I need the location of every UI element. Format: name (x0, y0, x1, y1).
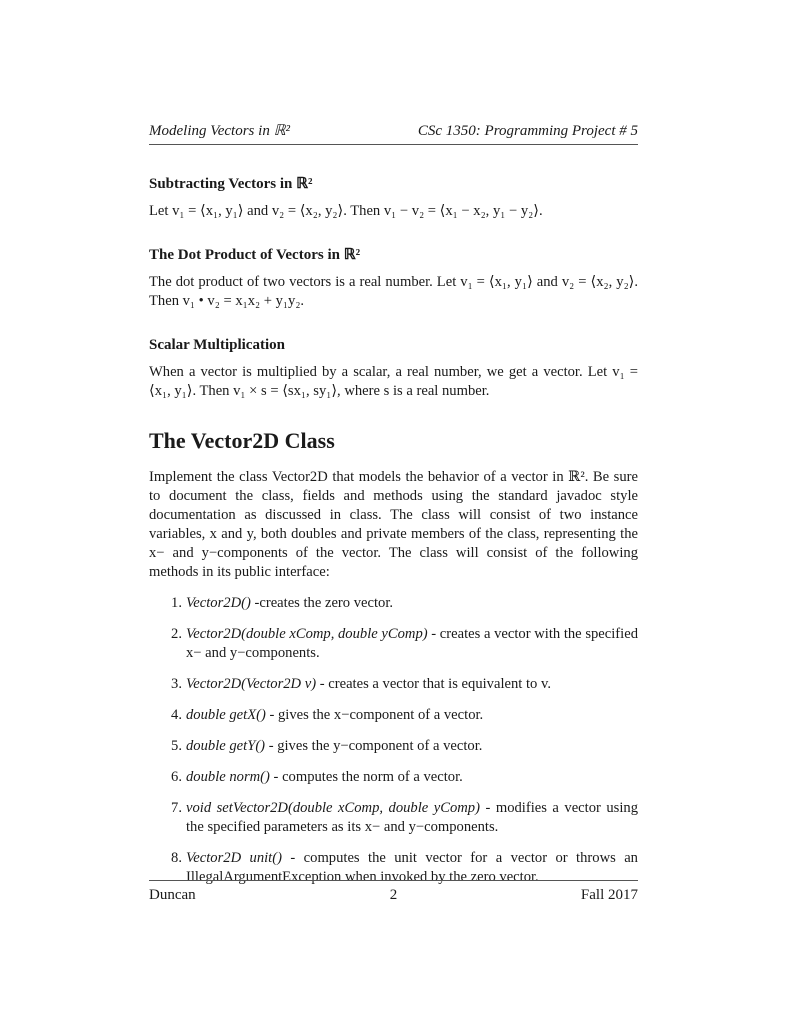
running-header (149, 122, 638, 145)
header-right: CSc 1350: Programming Project # 5 (417, 123, 638, 139)
method-signature: Vector2D() (186, 595, 251, 611)
list-item (149, 706, 638, 725)
method-signature: double norm() (186, 769, 270, 785)
method-description: -creates the zero vector. (250, 595, 394, 611)
dot-product-heading: The Dot Product of Vectors in ℝ² (149, 247, 361, 263)
page-footer (149, 880, 638, 904)
list-item (149, 675, 638, 694)
item-number: 2. (171, 626, 182, 642)
item-number: 1. (171, 595, 182, 611)
item-number: 3. (171, 676, 182, 692)
list-item (149, 768, 638, 787)
item-number: 5. (171, 738, 182, 754)
scalar-text: When a vector is multiplied by a scalar, a real number, we get a vector. Let v₁ = ⟨x₁, y₁⟩. Then v₁ × s = ⟨sx₁, sy₁⟩, where s is a real number. (149, 364, 638, 399)
item-number: 4. (171, 707, 182, 723)
item-number: 6. (171, 769, 182, 785)
method-description: - computes the norm of a vector. (269, 769, 463, 785)
dot-product-text: The dot product of two vectors is a real number. Let v₁ = ⟨x₁, y₁⟩ and v₂ = ⟨x₂, y₂⟩. Then v₁ • v₂ = x₁x₂ + y₁y₂. (149, 274, 638, 309)
list-item (149, 594, 638, 613)
subtract-heading: Subtracting Vectors in ℝ² (149, 176, 313, 192)
method-signature: double getY() (186, 738, 266, 754)
header-left: Modeling Vectors in ℝ² (149, 123, 290, 139)
scalar-heading: Scalar Multiplication (149, 337, 285, 353)
method-signature: double getX() (186, 707, 266, 723)
method-description: - creates a vector with the specified x− and y−components. (186, 626, 638, 661)
method-description: - creates a vector that is equivalent to v. (316, 676, 551, 692)
method-signature: void setVector2D(double xComp, double yComp) (186, 800, 480, 816)
list-item (149, 737, 638, 756)
method-description: - gives the y−component of a vector. (265, 738, 483, 754)
vector2d-heading: The Vector2D Class (149, 428, 335, 453)
item-number: 7. (171, 800, 182, 816)
footer-term: Fall 2017 (580, 887, 638, 903)
method-signature: Vector2D(Vector2D v) (186, 676, 317, 692)
method-signature: Vector2D(double xComp, double yComp) (186, 626, 428, 642)
item-number: 8. (171, 850, 182, 866)
page-number: 2 (389, 887, 398, 903)
method-signature: Vector2D unit() (186, 850, 282, 866)
vector2d-intro: Implement the class Vector2D that models the behavior of a vector in ℝ². Be sure to document the class, fields and methods using the standard javadoc style documentation as discussed in class. The class will consist of two instance variables, x and y, both doubles and private members of the class, representing the x− and y−components of the vector. The class will consist of the following methods in its public interface: (149, 469, 638, 580)
method-description: - computes the unit vector for a vector or throws an IllegalArgumentException when invoked by the zero vector. (186, 850, 638, 885)
method-description: - gives the x−component of a vector. (265, 707, 484, 723)
document-page (149, 122, 638, 899)
subtract-text: Let v₁ = ⟨x₁, y₁⟩ and v₂ = ⟨x₂, y₂⟩. Then v₁ − v₂ = ⟨x₁ − x₂, y₁ − y₂⟩. (149, 203, 543, 219)
list-item (149, 799, 638, 837)
footer-author: Duncan (149, 887, 196, 903)
method-description: - modifies a vector using the specified parameters as its x− and y−components. (186, 800, 638, 835)
list-item (149, 625, 638, 663)
method-list (149, 594, 638, 887)
